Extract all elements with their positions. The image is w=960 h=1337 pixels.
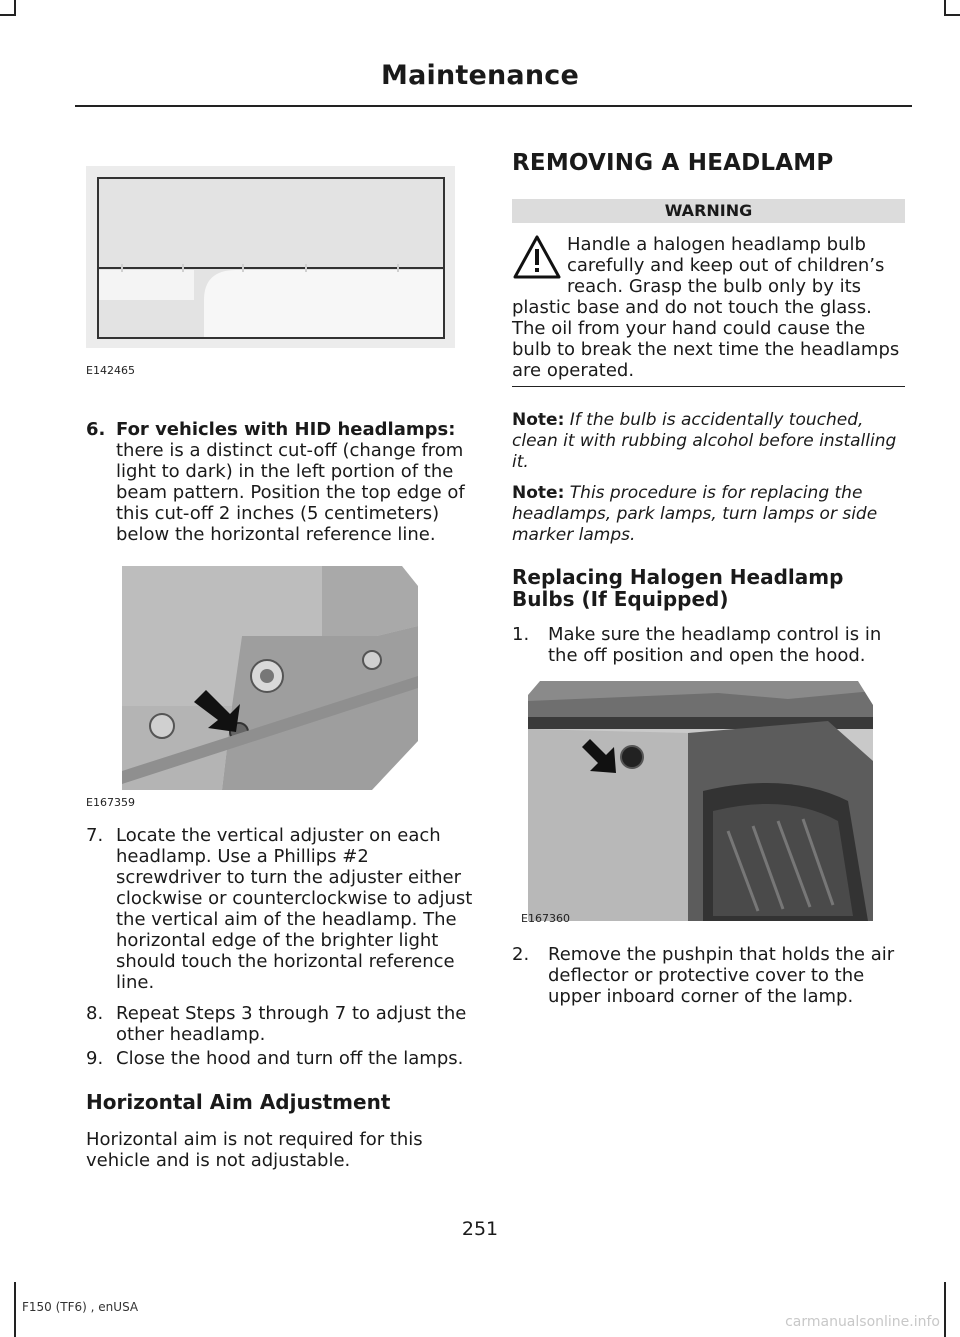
beam-pattern-illustration bbox=[86, 166, 455, 348]
step-text: Close the hood and turn off the lamps. bbox=[116, 1048, 464, 1069]
note-text: This procedure is for replacing the headlamps, park lamps, turn lamps or side marker lamps. bbox=[512, 483, 878, 545]
crop-mark bbox=[944, 14, 960, 16]
page-number: 251 bbox=[461, 1218, 499, 1240]
step-text: Repeat Steps 3 through 7 to adjust the other headlamp. bbox=[116, 1003, 467, 1045]
model-code: F150 (TF6) , enUSA bbox=[22, 1300, 139, 1314]
main-heading: REMOVING A HEADLAMP bbox=[512, 150, 834, 176]
figure-code: E167359 bbox=[86, 796, 135, 809]
crop-mark bbox=[0, 14, 16, 16]
section-heading: Horizontal Aim Adjustment bbox=[86, 1090, 391, 1114]
step-number: 8. bbox=[86, 1003, 104, 1024]
note-label: Note: bbox=[512, 410, 565, 430]
headlamp-pushpin-photo bbox=[528, 681, 873, 921]
crop-mark bbox=[944, 1282, 946, 1337]
step-text: Make sure the headlamp control is in the off position and open the hood. bbox=[548, 624, 882, 666]
step-number: 7. bbox=[86, 825, 104, 846]
crop-mark bbox=[14, 1282, 16, 1337]
step-number: 6. bbox=[86, 419, 106, 440]
watermark: carmanualsonline.info bbox=[785, 1314, 940, 1330]
page-title: Maintenance bbox=[381, 60, 579, 91]
figure-code: E142465 bbox=[86, 364, 135, 377]
subsection-heading: Replacing Halogen Headlamp Bulbs (If Equipped) bbox=[512, 565, 844, 611]
vertical-adjuster-illustration bbox=[122, 566, 418, 790]
note-label: Note: bbox=[512, 483, 565, 503]
note-text: If the bulb is accidentally touched, clean it with rubbing alcohol before installing it. bbox=[512, 410, 897, 472]
step-number: 2. bbox=[512, 944, 530, 965]
headlamp-pushpin-illustration bbox=[528, 681, 873, 921]
header-divider bbox=[75, 105, 912, 107]
step-number: 9. bbox=[86, 1048, 104, 1069]
step-heading: For vehicles with HID headlamps: bbox=[116, 419, 456, 440]
note-1 bbox=[512, 410, 907, 473]
warning-divider bbox=[512, 386, 905, 387]
step-text: Remove the pushpin that holds the air deflector or protective cover to the upper inboard corner of the lamp. bbox=[548, 944, 895, 1007]
step-number: 1. bbox=[512, 624, 530, 645]
figure-code: E167360 bbox=[521, 912, 570, 925]
note-2 bbox=[512, 483, 907, 546]
vertical-adjuster-photo bbox=[122, 566, 418, 790]
beam-pattern-figure bbox=[86, 166, 455, 348]
section-text: Horizontal aim is not required for this vehicle and is not adjustable. bbox=[86, 1129, 423, 1171]
warning-text: Handle a halogen headlamp bulb carefully and keep out of children’s reach. Grasp the bulb only by its plastic base and do not touch the glass. The oil from your hand could cause the bulb to break the next time the headlamps are operated. bbox=[512, 234, 900, 381]
warning-banner: WARNING bbox=[512, 199, 905, 223]
step-text: there is a distinct cut-off (change from light to dark) in the left portion of the beam pattern. Position the top edge of this cut-off 2 inches (5 centimeters) below the horizontal reference line. bbox=[116, 440, 465, 545]
warning-box bbox=[512, 234, 905, 384]
step-text: Locate the vertical adjuster on each headlamp. Use a Phillips #2 screwdriver to turn the adjuster either clockwise or counterclockwise to adjust the vertical aim of the headlamp. The horizontal edge of the brighter light should touch the horizontal reference line. bbox=[116, 825, 473, 993]
